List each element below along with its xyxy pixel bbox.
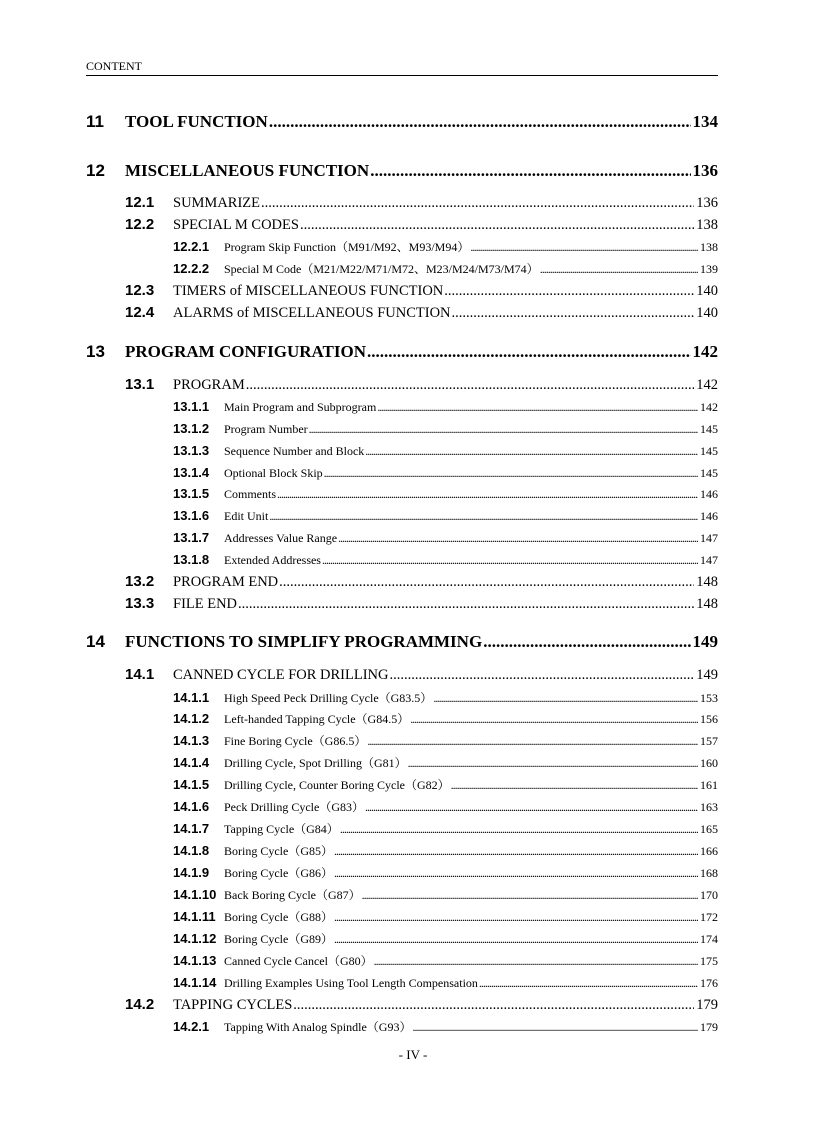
section-number: 14.1.14 [173,975,217,990]
section-number: 13.1.5 [173,486,210,501]
dot-leader [279,572,694,592]
dot-leader [340,819,698,839]
toc-entry[interactable] [86,841,718,861]
section-title: Special M Code（M21/M22/M71/M72、M23/M24/M73/M74） [224,262,539,276]
dot-leader [377,397,698,417]
page-ref: 156 [700,712,718,726]
section-number: 14.1.7 [173,821,210,836]
toc-entry[interactable] [86,281,718,301]
dot-leader [479,973,698,993]
section-title: FUNCTIONS TO SIMPLIFY PROGRAMMING [125,632,483,651]
page-ref: 157 [700,734,718,748]
page-ref: 149 [692,632,718,651]
entry-line [224,841,718,861]
page-ref: 174 [700,932,718,946]
section-number: 12.4 [125,304,155,321]
page-ref: 145 [700,466,718,480]
toc-entry[interactable] [86,375,718,395]
section-number: 13.1.3 [173,443,210,458]
page-ref: 161 [700,778,718,792]
toc-entry[interactable] [86,550,718,570]
dot-leader [338,528,698,548]
entry-line [224,397,718,417]
toc-entry[interactable] [86,753,718,773]
section-number: 14.2 [125,996,155,1013]
section-title: Boring Cycle（G88） [224,910,333,924]
toc-entry[interactable] [86,863,718,883]
dot-leader [322,550,698,570]
entry-line [224,753,718,773]
page-ref: 140 [696,305,718,321]
page-ref: 134 [692,112,718,131]
toc-entry[interactable] [86,632,718,652]
section-title: Back Boring Cycle（G87） [224,888,361,902]
section-number: 14.1.3 [173,733,210,748]
page-ref: 138 [700,240,718,254]
entry-line [224,259,718,279]
toc-entry[interactable] [86,528,718,548]
section-title: Drilling Cycle, Counter Boring Cycle（G82） [224,778,450,792]
entry-line [173,303,718,323]
toc-entry[interactable] [86,1017,718,1037]
section-number: 13.1.2 [173,421,210,436]
entry-line [173,193,718,213]
section-number: 14.1.5 [173,777,210,792]
dot-leader [334,841,698,861]
entry-line [224,731,718,751]
section-title: Program Number [224,422,308,436]
page-ref: 145 [700,444,718,458]
dot-leader [433,688,698,708]
entry-line [224,885,718,905]
dot-leader [324,463,698,483]
section-number: 14 [86,632,105,651]
toc-entry[interactable] [86,665,718,685]
dot-leader [334,929,698,949]
toc-entry[interactable] [86,819,718,839]
toc-entry[interactable] [86,193,718,213]
section-title: SPECIAL M CODES [173,217,299,233]
dot-leader [365,797,698,817]
page-ref: 145 [700,422,718,436]
toc-entry[interactable] [86,951,718,971]
section-number: 12.3 [125,282,155,299]
page-ref: 140 [696,283,718,299]
section-number: 14.1.11 [173,909,216,924]
page-ref: 176 [700,976,718,990]
section-number: 12.1 [125,194,155,211]
entry-line [224,907,718,927]
page-ref: 170 [700,888,718,902]
section-number: 12.2.1 [173,239,210,254]
section-number: 14.1 [125,666,155,683]
toc-entry[interactable] [86,342,718,362]
entry-line [125,632,718,652]
section-number: 13.1.6 [173,508,210,523]
entry-line [173,215,718,235]
dot-leader [246,375,695,395]
section-title: PROGRAM [173,377,245,393]
section-number: 14.2.1 [173,1019,210,1034]
page-ref: 163 [700,800,718,814]
toc-entry[interactable] [86,215,718,235]
section-number: 14.1.10 [173,887,217,902]
page-ref: 146 [700,509,718,523]
page-ref: 147 [700,531,718,545]
section-number: 11 [86,112,104,131]
section-number: 13.3 [125,595,155,612]
entry-line [173,665,718,685]
entry-line [224,484,718,504]
dot-leader [470,237,698,257]
section-title: Extended Addresses [224,553,321,567]
section-title: Comments [224,487,277,501]
section-title: TAPPING CYCLES [173,997,293,1013]
dot-leader [334,907,698,927]
dot-leader [370,161,690,181]
entry-line [224,463,718,483]
page-ref: 172 [700,910,718,924]
page-ref: 142 [700,400,718,414]
section-title: PROGRAM CONFIGURATION [125,342,366,361]
dot-leader [238,594,694,614]
dot-leader [389,665,694,685]
dot-leader [269,112,691,132]
section-number: 12.2.2 [173,261,210,276]
section-number: 13.1.4 [173,465,210,480]
dot-leader [269,506,698,526]
entry-line [224,688,718,708]
page-ref: 139 [700,262,718,276]
section-title: Main Program and Subprogram [224,400,377,414]
section-title: Boring Cycle（G89） [224,932,333,946]
page-ref: 148 [696,596,718,612]
dot-leader [540,259,698,279]
section-title: Canned Cycle Cancel（G80） [224,954,373,968]
entry-line [224,550,718,570]
entry-line [125,112,718,132]
section-number: 13 [86,342,105,361]
page-ref: 147 [700,553,718,567]
header-label: CONTENT [86,59,142,73]
toc-entry[interactable] [86,709,718,729]
toc-entry[interactable] [86,484,718,504]
dot-leader [277,484,698,504]
section-number: 14.1.8 [173,843,210,858]
entry-line [173,281,718,301]
toc-entry[interactable] [86,161,718,181]
dot-leader [410,709,698,729]
page-ref: 160 [700,756,718,770]
toc-entry[interactable] [86,885,718,905]
section-title: Peck Drilling Cycle（G83） [224,800,364,814]
section-title: Tapping Cycle（G84） [224,822,339,836]
entry-line [125,342,718,362]
dot-leader [365,441,698,461]
section-number: 14.1.13 [173,953,217,968]
toc-entry[interactable] [86,572,718,592]
entry-line [224,775,718,795]
entry-line [224,819,718,839]
section-title: FILE END [173,596,238,612]
page-ref: 165 [700,822,718,836]
dot-leader [374,951,698,971]
dot-leader [408,753,698,773]
toc-entry[interactable] [86,112,718,132]
page-ref: 166 [700,844,718,858]
entry-line [224,709,718,729]
toc-entry[interactable] [86,797,718,817]
page-ref: 179 [700,1020,718,1034]
dot-leader [300,215,694,235]
section-title: Drilling Cycle, Spot Drilling（G81） [224,756,407,770]
section-title: Boring Cycle（G85） [224,844,333,858]
toc-entry[interactable] [86,259,718,279]
page-ref: 136 [696,195,718,211]
entry-line [173,572,718,592]
entry-line [173,995,718,1015]
dot-leader [452,303,695,323]
section-number: 13.1.7 [173,530,210,545]
page-ref: 142 [692,342,718,361]
section-title: Fine Boring Cycle（G86.5） [224,734,367,748]
dot-leader [367,342,691,362]
page-footer [0,1046,826,1064]
section-title: MISCELLANEOUS FUNCTION [125,161,370,180]
dot-leader [483,632,690,652]
section-title: Edit Unit [224,509,269,523]
toc-entry[interactable] [86,237,718,257]
section-title: Sequence Number and Block [224,444,365,458]
section-title: PROGRAM END [173,574,279,590]
page-ref: 175 [700,954,718,968]
section-number: 14.1.9 [173,865,210,880]
section-title: Tapping With Analog Spindle（G93） [224,1020,412,1034]
entry-line [224,951,718,971]
section-title: ALARMS of MISCELLANEOUS FUNCTION [173,305,451,321]
section-title: Drilling Examples Using Tool Length Compensation [224,976,478,990]
toc-entry[interactable] [86,441,718,461]
section-title: TOOL FUNCTION [125,112,268,131]
section-number: 12 [86,161,105,180]
toc-entry[interactable] [86,594,718,614]
page-ref: 142 [696,377,718,393]
entry-line [224,797,718,817]
dot-leader [309,419,698,439]
toc-entry[interactable] [86,506,718,526]
page-ref: 148 [696,574,718,590]
section-title: High Speed Peck Drilling Cycle（G83.5） [224,691,433,705]
entry-line [224,441,718,461]
dot-leader [362,885,698,905]
toc-entry[interactable] [86,419,718,439]
section-number: 14.1.12 [173,931,217,946]
page-number: - IV - [398,1047,428,1062]
entry-line [224,863,718,883]
section-number: 12.2 [125,216,155,233]
toc-entry[interactable] [86,775,718,795]
section-number: 13.1.8 [173,552,210,567]
dot-leader [444,281,694,301]
section-number: 14.1.2 [173,711,210,726]
entry-line [224,419,718,439]
page-ref: 149 [696,667,718,683]
entry-line [173,594,718,614]
dot-leader [367,731,698,751]
toc-entry[interactable] [86,303,718,323]
section-title: Left-handed Tapping Cycle（G84.5） [224,712,410,726]
entry-line [224,1017,718,1037]
toc-entry[interactable] [86,929,718,949]
section-title: Addresses Value Range [224,531,338,545]
section-title: Optional Block Skip [224,466,323,480]
section-number: 13.1.1 [173,399,210,414]
section-number: 14.1.6 [173,799,210,814]
entry-line [224,929,718,949]
entry-line [224,528,718,548]
page-header [86,58,718,76]
toc-entry[interactable] [86,688,718,708]
toc-entry[interactable] [86,973,718,993]
dot-leader [334,863,698,883]
toc-entry[interactable] [86,907,718,927]
dot-leader [293,995,694,1015]
toc-entry[interactable] [86,731,718,751]
section-title: Program Skip Function（M91/M92、M93/M94） [224,240,470,254]
section-title: TIMERS of MISCELLANEOUS FUNCTION [173,283,444,299]
section-title: CANNED CYCLE FOR DRILLING [173,667,389,683]
toc-entry[interactable] [86,995,718,1015]
page-ref: 168 [700,866,718,880]
entry-line [224,973,718,993]
dot-leader [451,775,698,795]
page-ref: 179 [696,997,718,1013]
section-number: 14.1.1 [173,690,210,705]
section-title: SUMMARIZE [173,195,261,211]
entry-line [224,506,718,526]
section-number: 14.1.4 [173,755,210,770]
entry-line [173,375,718,395]
page-ref: 146 [700,487,718,501]
page-ref: 138 [696,217,718,233]
page-ref: 153 [700,691,718,705]
section-number: 13.1 [125,376,155,393]
toc-entry[interactable] [86,463,718,483]
section-number: 13.2 [125,573,155,590]
dot-leader [261,193,694,213]
page-ref: 136 [692,161,718,180]
toc-entry[interactable] [86,397,718,417]
entry-line [125,161,718,181]
section-title: Boring Cycle（G86） [224,866,333,880]
entry-line [224,237,718,257]
dot-leader [412,1017,698,1037]
